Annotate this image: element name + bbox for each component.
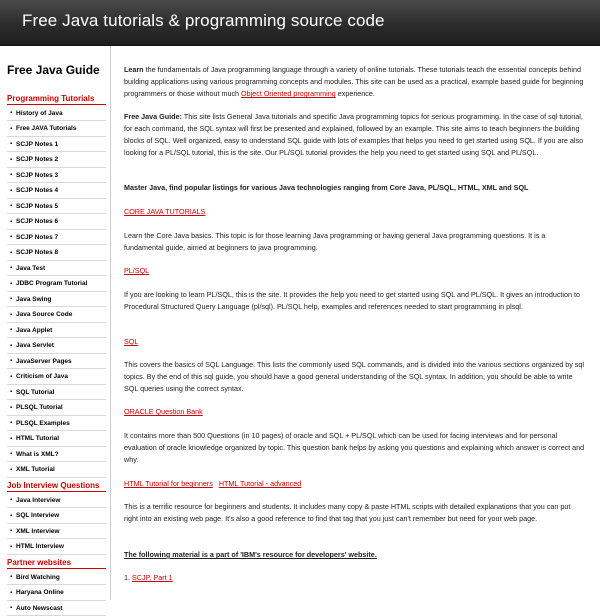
- sidebar-link-label: SCJP Notes 4: [16, 187, 59, 194]
- intro-text: the fundamentals of Java programming language through a variety of online tutorials. These tutorials teach the essential concepts behind building applications using various programming concepts and modules. This site can be used as a practical, example based guide for beginning programmers or those without much: [124, 65, 584, 98]
- sidebar-link-label: JavaServer Pages: [16, 357, 72, 365]
- sidebar-link[interactable]: [7, 586, 106, 601]
- bullet-icon: ▪: [10, 311, 13, 318]
- bullet-icon: ▪: [10, 342, 13, 349]
- sidebar-link-label: SCJP Notes 1: [16, 140, 59, 148]
- sidebar-link[interactable]: [7, 509, 106, 524]
- sidebar-link-label: XML Tutorial: [16, 466, 55, 473]
- site-header: [0, 0, 600, 46]
- sidebar-link-label: SCJP Notes 2: [16, 156, 59, 163]
- sidebar-link[interactable]: [7, 416, 106, 431]
- sidebar-link-label: SCJP Notes 6: [16, 218, 59, 225]
- sidebar: [0, 46, 111, 612]
- oop-link[interactable]: Object Oriented programming: [241, 89, 336, 98]
- sidebar-link[interactable]: [7, 524, 106, 539]
- sidebar-link[interactable]: [7, 601, 106, 616]
- sidebar-link[interactable]: [7, 277, 106, 292]
- bullet-icon: ▪: [10, 512, 13, 519]
- bullet-icon: ▪: [10, 327, 13, 333]
- sidebar-link[interactable]: [7, 401, 106, 416]
- sidebar-link-label: Free JAVA Tutorials: [16, 125, 77, 132]
- bullet-icon: ▪: [10, 528, 13, 534]
- sidebar-brand: Free Java Guide: [7, 63, 100, 77]
- intro-lead: Learn: [124, 65, 144, 74]
- sidebar-link[interactable]: [7, 292, 106, 307]
- sidebar-link-label: PLSQL Examples: [16, 419, 70, 427]
- sidebar-link[interactable]: [7, 370, 106, 385]
- oracle-link[interactable]: ORACLE Question Bank: [124, 407, 203, 416]
- sidebar-section-rule: [7, 568, 106, 569]
- sidebar-link-label: Java Interview: [16, 496, 61, 504]
- sidebar-link[interactable]: [7, 122, 106, 137]
- sidebar-link[interactable]: [7, 447, 106, 462]
- bullet-icon: ▪: [10, 589, 13, 596]
- guide-text: This site lists General Java tutorials and specific Java programming topics for serious programming. In the case of sql tutorial, for each command, the SQL syntax will first be presented and explained, followed by an example. This site aims to teach beginners the building blocks of SQL. Well organized, easy to understand SQL guide with lots of examples that helps you need to get started using SQL. If you are also looking for a PL/SQL tutorial, this is the site. Our PL/SQL tutorial provides the help you need to get started using SQL and PL/SQL.: [124, 112, 584, 157]
- sidebar-section-title: Programming Tutorials: [7, 94, 95, 103]
- bullet-icon: ▪: [10, 187, 13, 194]
- bullet-icon: ▪: [10, 574, 13, 580]
- sidebar-link-label: Java Swing: [16, 295, 52, 303]
- sidebar-link[interactable]: [7, 308, 106, 323]
- sidebar-section-title: Partner websites: [7, 558, 72, 567]
- bullet-icon: ▪: [10, 125, 13, 132]
- html-beginners-link[interactable]: HTML Tutorial for beginners: [124, 479, 213, 488]
- sidebar-link-label: Bird Watching: [16, 573, 60, 581]
- sidebar-link[interactable]: [7, 463, 106, 478]
- sidebar-section-title: Job Interview Questions: [7, 481, 100, 490]
- ibm-heading: The following material is a part of 'IBM's resource for developers' website.: [124, 550, 377, 559]
- sidebar-link[interactable]: [7, 261, 106, 276]
- sidebar-link-label: History of Java: [16, 109, 63, 117]
- sidebar-link[interactable]: [7, 540, 106, 555]
- intro-tail: experience.: [335, 89, 375, 98]
- bullet-icon: ▪: [10, 203, 13, 209]
- sidebar-link-label: XML Interview: [16, 527, 60, 535]
- bullet-icon: ▪: [10, 280, 13, 287]
- bullet-icon: ▪: [10, 389, 13, 395]
- sidebar-link[interactable]: [7, 323, 106, 338]
- sidebar-link-label: Criticism of Java: [16, 373, 69, 380]
- bullet-icon: ▪: [10, 420, 13, 426]
- sidebar-link[interactable]: [7, 215, 106, 230]
- bullet-icon: ▪: [10, 373, 13, 380]
- guide-paragraph: [124, 111, 586, 159]
- intro-paragraph: [124, 64, 586, 100]
- scjp-part1-link[interactable]: SCJP, Part 1: [132, 573, 173, 582]
- sidebar-link[interactable]: [7, 339, 106, 354]
- sidebar-link[interactable]: [7, 570, 106, 585]
- bullet-icon: ▪: [10, 404, 13, 411]
- sidebar-link-label: HTML Tutorial: [16, 435, 60, 442]
- sidebar-link-label: Java Test: [16, 264, 46, 272]
- sidebar-link[interactable]: [7, 153, 106, 168]
- sidebar-link[interactable]: [7, 106, 106, 121]
- list-number: 1.: [124, 573, 130, 582]
- sidebar-link-label: JDBC Program Tutorial: [16, 280, 88, 287]
- sql-link[interactable]: SQL: [124, 337, 139, 346]
- bullet-icon: ▪: [10, 605, 13, 611]
- sidebar-section-rule: [7, 491, 106, 492]
- bullet-icon: ▪: [10, 249, 13, 256]
- sidebar-link-label: SQL Interview: [16, 512, 60, 519]
- sidebar-link-label: Java Applet: [16, 326, 53, 334]
- bullet-icon: ▪: [10, 234, 13, 240]
- bullet-icon: ▪: [10, 466, 13, 473]
- sidebar-link[interactable]: [7, 199, 106, 214]
- core-java-link[interactable]: CORE JAVA TUTORIALS: [124, 207, 206, 216]
- sidebar-link-label: Haryana Online: [16, 589, 64, 596]
- sidebar-link-label: Auto Newscast: [16, 604, 63, 612]
- sidebar-link-label: SCJP Notes 7: [16, 233, 59, 241]
- sidebar-link[interactable]: [7, 354, 106, 369]
- bullet-icon: ▪: [10, 172, 13, 178]
- sidebar-link-label: PLSQL Tutorial: [16, 404, 63, 411]
- bullet-icon: ▪: [10, 358, 13, 364]
- sidebar-link-label: Java Source Code: [16, 311, 73, 318]
- sidebar-link[interactable]: [7, 493, 106, 508]
- bullet-icon: ▪: [10, 218, 13, 225]
- sidebar-link-label: SCJP Notes 5: [16, 202, 59, 210]
- bullet-icon: ▪: [10, 543, 13, 550]
- sidebar-link-label: What is XML?: [16, 450, 59, 458]
- oracle-text: It contains more than 500 Questions (in 10 pages) of oracle and SQL + PL/SQL which can be used for facing interviews and for personal evaluation of oracle knowledge organized by topic. This question bank helps by asking you questions and explaining which answer is correct and why.: [124, 431, 585, 464]
- sidebar-link-label: SQL Tutorial: [16, 388, 55, 396]
- sidebar-link-label: Java Servlet: [16, 342, 54, 349]
- sidebar-link[interactable]: [7, 168, 106, 183]
- sidebar-link[interactable]: [7, 137, 106, 152]
- html-advanced-link[interactable]: HTML Tutorial - advanced: [218, 479, 302, 488]
- site-title: Free Java tutorials & programming source code: [22, 11, 385, 30]
- sidebar-link[interactable]: [7, 230, 106, 245]
- plsql-link[interactable]: PL/SQL: [124, 266, 150, 275]
- bullet-icon: ▪: [10, 141, 13, 147]
- sidebar-link[interactable]: [7, 432, 106, 447]
- bullet-icon: ▪: [10, 451, 13, 457]
- sidebar-link[interactable]: [7, 246, 106, 261]
- bullet-icon: ▪: [10, 497, 13, 503]
- sidebar-link-label: SCJP Notes 8: [16, 249, 59, 256]
- core-java-text: Learn the Core Java basics. This topic is for those learning Java programming or having general Java programming questions. It is a fundamental guide, aimed at beginners to java programming.: [124, 231, 546, 252]
- bullet-icon: ▪: [10, 156, 13, 163]
- bullet-icon: ▪: [10, 110, 13, 116]
- html-text: This is a terrific resource for beginners and students. It includes many copy & paste HTML scripts with detailed explanations that you can put right into an existing web page. It's also a good reference to find that tag that you just can't remember but need for your web page.: [124, 502, 571, 523]
- sidebar-link[interactable]: [7, 385, 106, 400]
- plsql-text: If you are looking to learn PL/SQL, this is the site. It provides the help you need to get started using SQL and PL/SQL. It gives an introduction to Procedural Structured Query Language (pl/sql). PL/SQL help, examples and references needed to start programming in plsql.: [124, 290, 581, 311]
- guide-lead: Free Java Guide:: [124, 112, 182, 121]
- sidebar-link-label: HTML Interview: [16, 543, 64, 550]
- bullet-icon: ▪: [10, 296, 13, 302]
- sidebar-link[interactable]: [7, 184, 106, 199]
- bullet-icon: ▪: [10, 435, 13, 442]
- bullet-icon: ▪: [10, 265, 13, 271]
- sidebar-link-label: SCJP Notes 3: [16, 171, 59, 179]
- sql-text: This covers the basics of SQL Language. This lists the commonly used SQL commands, and is divided into the various sections organized by sql topics. By the end of this sql guide, you should have a good general understanding of the SQL syntax. In addition, you should be able to write SQL queries using the correct syntax.: [124, 360, 584, 393]
- sidebar-section-rule: [7, 104, 106, 105]
- master-heading: Master Java, find popular listings for various Java technologies ranging from Core Java, PL/SQL, HTML, XML and SQL: [124, 183, 529, 192]
